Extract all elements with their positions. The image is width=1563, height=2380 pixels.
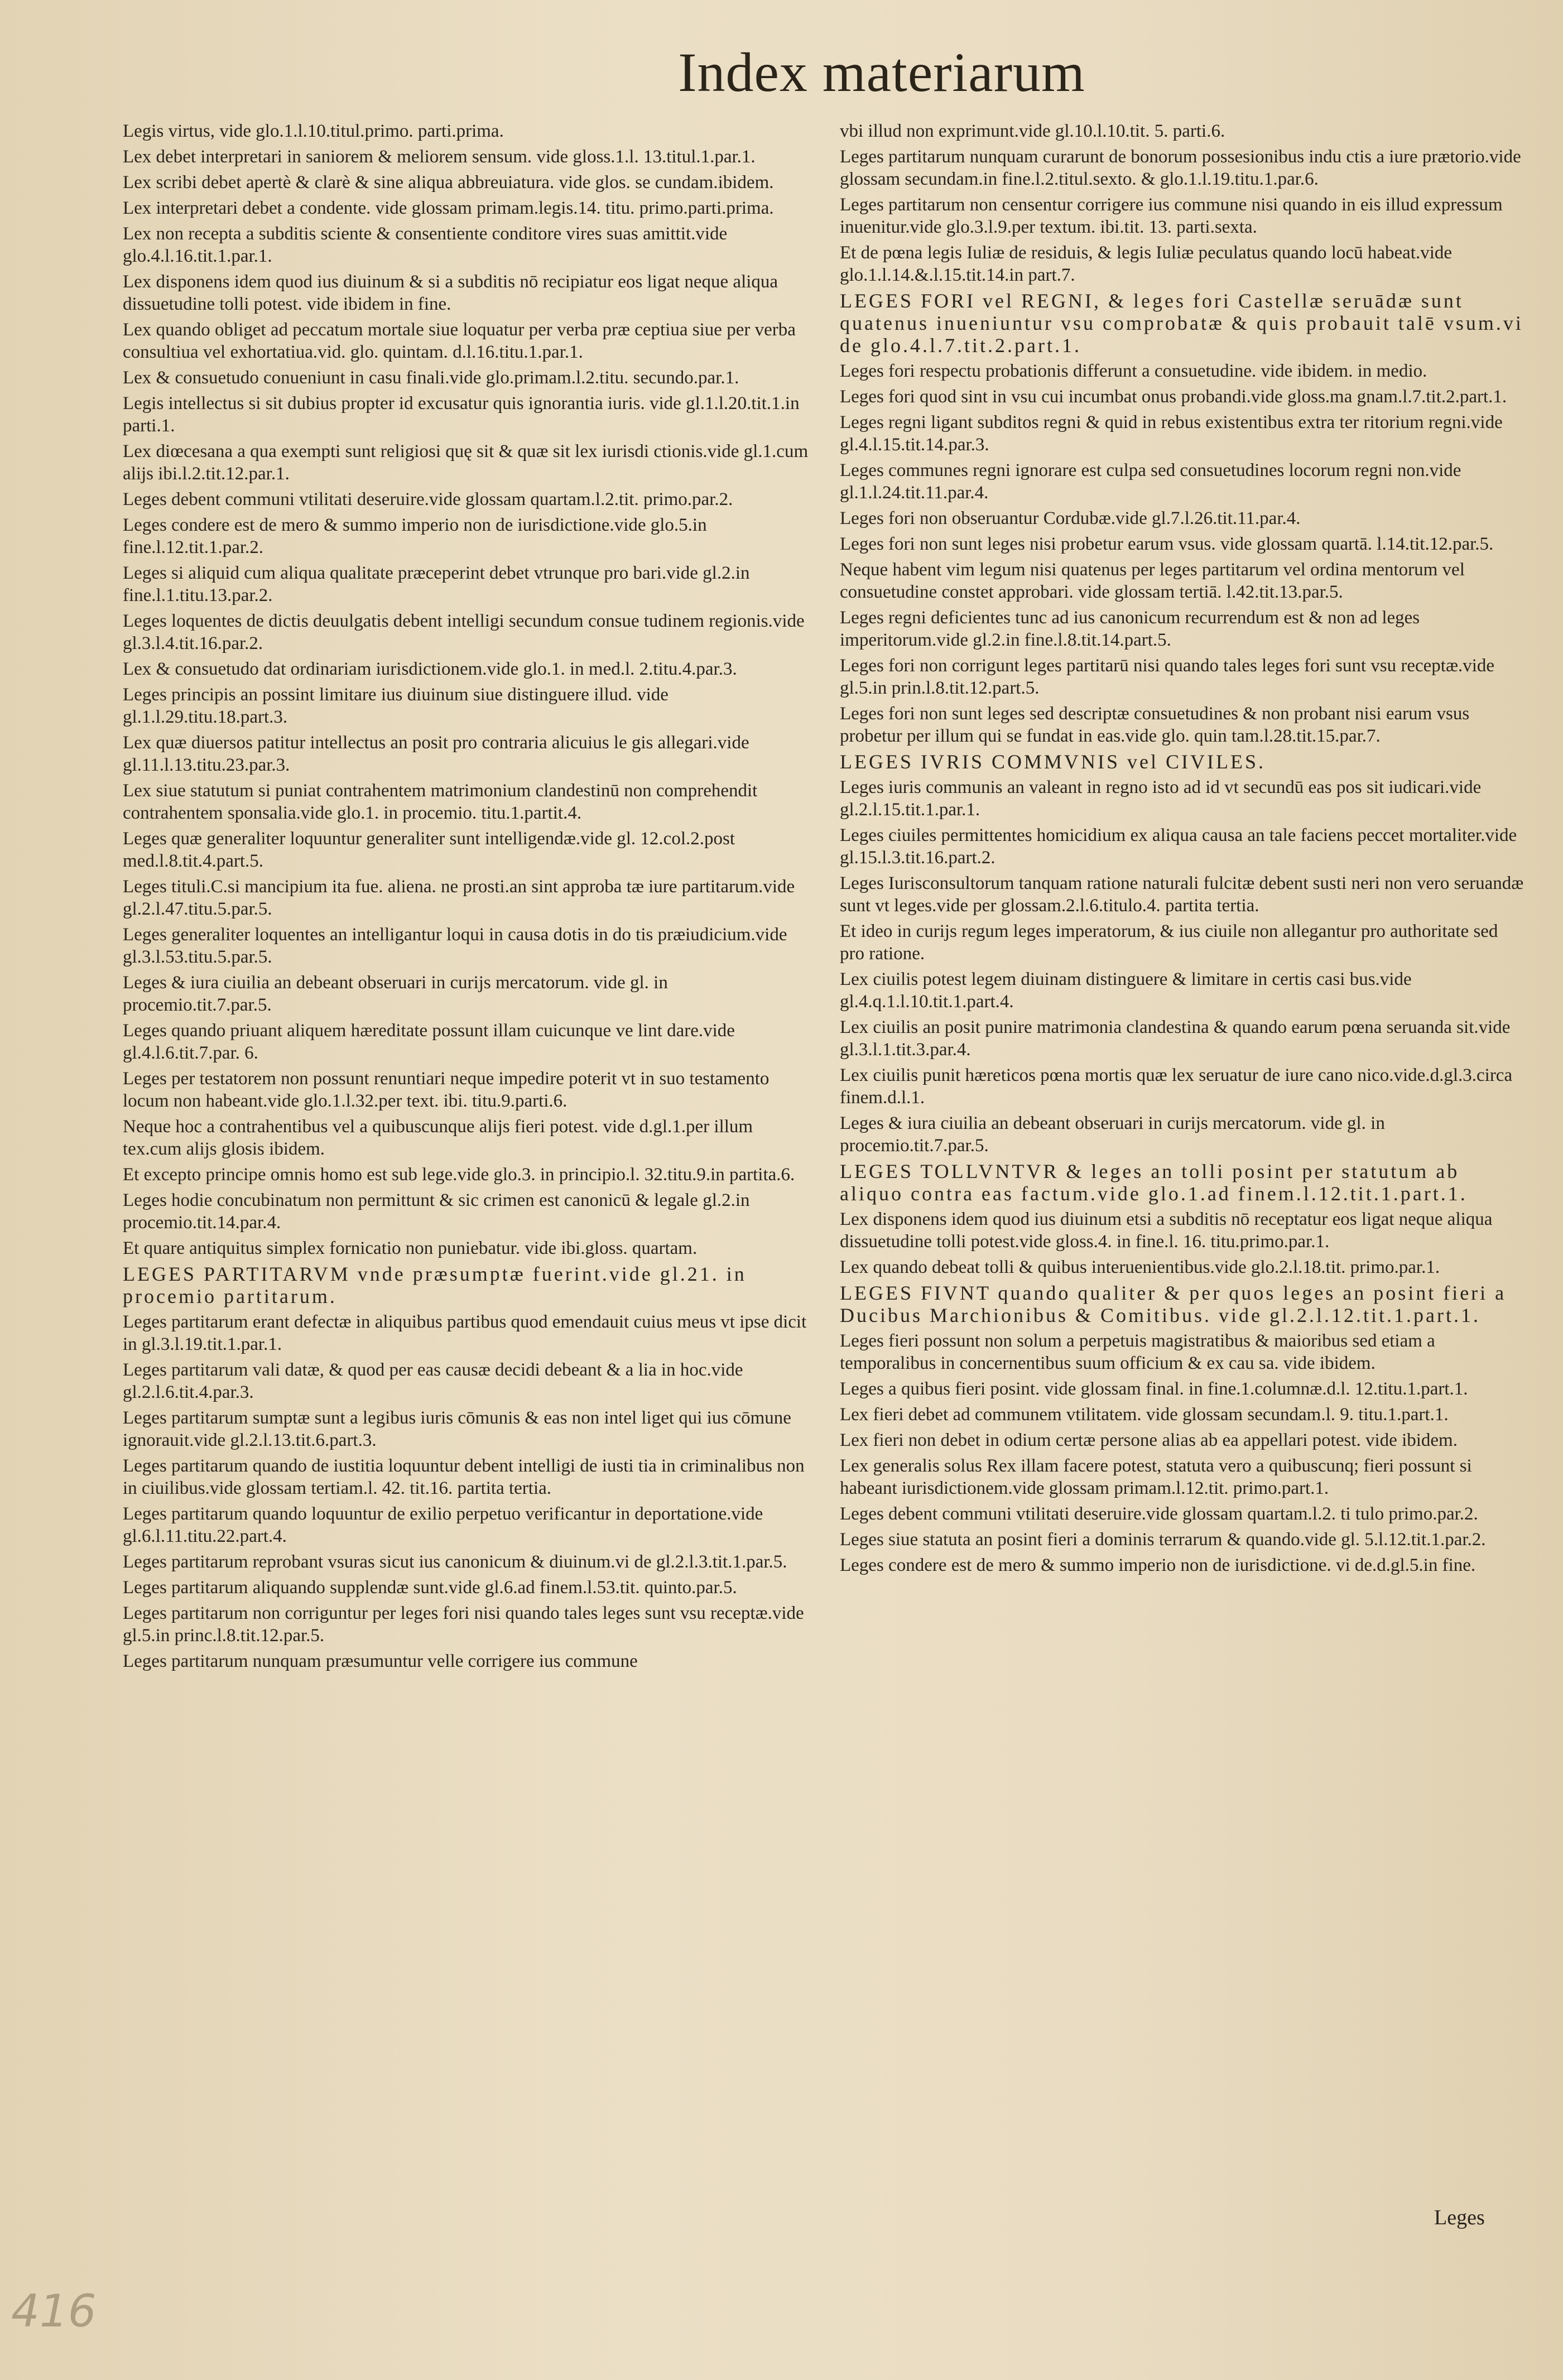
index-entry: Legis intellectus si sit dubius propter id excusatur quis ignorantia iuris. vide gl.1.l.20.tit.1.in parti.1. [123,393,800,436]
index-entry: vbi illud non exprimunt.vide gl.10.l.10.tit. 5. parti.6. [840,121,1225,141]
index-entry: Legis virtus, vide glo.1.l.10.titul.primo. parti.prima. [123,121,504,141]
index-entry: Leges partitarum reprobant vsuras sicut ius canonicum & diuinum.vi de gl.2.l.3.tit.1.par.5. [123,1552,787,1572]
index-entry: Leges communes regni ignorare est culpa sed consuetudines locorum regni non.vide gl.1.l.24.tit.11.par.4. [840,460,1461,503]
index-entry: Leges partitarum quando de iustitia loquuntur debent intelligi de iusti tia in criminalibus non in ciuilibus.vide glossam tertiam.l. 42. tit.16. partita tertia. [123,1456,805,1498]
index-entry: Lex fieri non debet in odium certæ persone alias ab ea appellari potest. vide ibidem. [840,1430,1458,1450]
right-column [817,120,1526,1580]
index-entry: Leges per testatorem non possunt renuntiari neque impedire poterit vt in suo testamento locum non habeant.vide glo.1.l.32.per text. ibi. titu.9.parti.6. [123,1069,770,1111]
index-entry: Leges fori non obseruantur Cordubæ.vide gl.7.l.26.tit.11.par.4. [840,508,1301,528]
index-entry: Leges fieri possunt non solum a perpetuis magistratibus & maioribus sed etiam a temporalibus in concernentibus suum officium & ex cau sa. vide ibidem. [840,1331,1435,1373]
index-entry: LEGES PARTITARVM vnde præsumptæ fuerint.vide gl.21. in procemio partitarum. [123,1263,747,1307]
index-entry: Leges partitarum erant defectæ in aliquibus partibus quod emendauit cuius meus vt ipse dicit in gl.3.l.19.tit.1.par.1. [123,1312,807,1354]
index-entry: Leges debent communi vtilitati deseruire.vide glossam quartam.l.2. ti tulo primo.par.2. [840,1504,1478,1524]
index-entry: Leges Iurisconsultorum tanquam ratione naturali fulcitæ debent susti neri non vero seruandæ sunt vt leges.vide per glossam.2.l.6.titulo.4. partita tertia. [840,873,1524,916]
index-entry: Leges si aliquid cum aliqua qualitate præceperint debet vtrunque pro bari.vide gl.2.in fine.l.1.titu.13.par.2. [123,563,750,605]
index-entry: Leges tituli.C.si mancipium ita fue. aliena. ne prosti.an sint approba tæ iure partitarum.vide gl.2.l.47.titu.5.par.5. [123,877,795,919]
index-entry: Leges partitarum non corriguntur per leges fori nisi quando tales leges sunt vsu receptæ.vide gl.5.in princ.l.8.tit.12.par.5. [123,1603,804,1646]
index-entry: Lex ciuilis punit hæreticos pœna mortis quæ lex seruatur de iure cano nico.vide.d.gl.3.circa finem.d.l.1. [840,1065,1513,1108]
index-entry: LEGES TOLLVNTVR & leges an tolli posint per statutum ab aliquo contra eas factum.vide glo.1.ad finem.l.12.tit.1.part.1. [840,1160,1468,1205]
index-entry: Leges partitarum quando loquuntur de exilio perpetuo verificantur in deportatione.vide gl.6.l.11.titu.22.part.4. [123,1504,763,1546]
index-entry: Leges fori respectu probationis differunt a consuetudine. vide ibidem. in medio. [840,361,1427,381]
index-entry: Lex quando obliget ad peccatum mortale siue loquatur per verba præ ceptiua siue per verba consultiua vel exhortatiua.vid. glo. quintam. d.l.16.titu.1.par.1. [123,320,796,362]
index-entry: LEGES FIVNT quando qualiter & per quos leges an posint fieri a Ducibus Marchionibus & Comitibus. vide gl.2.l.12.tit.1.part.1. [840,1282,1507,1326]
handwritten-folio-number: 416 [11,2285,97,2337]
index-entry: Lex debet interpretari in saniorem & meliorem sensum. vide gloss.1.l. 13.titul.1.par.1. [123,147,756,167]
index-entry: Lex quando debeat tolli & quibus interuenientibus.vide glo.2.l.18.tit. primo.par.1. [840,1257,1440,1277]
index-entry: Leges quæ generaliter loquuntur generaliter sunt intelligendæ.vide gl. 12.col.2.post med.l.8.tit.4.part.5. [123,829,735,871]
index-entry: Leges loquentes de dictis deuulgatis debent intelligi secundum consue tudinem regionis.vide gl.3.l.4.tit.16.par.2. [123,611,805,653]
index-entry: Lex generalis solus Rex illam facere potest, statuta vero a quibuscunq; fieri possunt si habeant iurisdictionem.vide glossam primam.l.12.tit. primo.part.1. [840,1456,1472,1498]
index-entry: Et de pœna legis Iuliæ de residuis, & legis Iuliæ peculatus quando locū habeat.vide glo.1.l.14.&.l.15.tit.14.in part.7. [840,243,1453,285]
index-entry: Leges partitarum nunquam præsumuntur velle corrigere ius commune [123,1651,638,1671]
index-entry: Neque hoc a contrahentibus vel a quibuscunque alijs fieri potest. vide d.gl.1.per illum tex.cum alijs glosis ibidem. [123,1117,753,1159]
index-entry: Leges partitarum vali datæ, & quod per eas causæ decidi debeant & a lia in hoc.vide gl.2.l.6.tit.4.par.3. [123,1360,743,1402]
index-entry: Leges debent communi vtilitati deseruire.vide glossam quartam.l.2.tit. primo.par.2. [123,489,733,509]
index-entry: Lex diœcesana a qua exempti sunt religiosi quę sit & quæ sit lex iurisdi ctionis.vide gl.1.cum alijs ibi.l.2.tit.12.par.1. [123,441,809,484]
index-entry: Lex disponens idem quod ius diuinum & si a subditis nō recipiatur eos ligat neque aliqua dissuetudine tolli potest. vide ibidem in fine. [123,272,778,314]
index-entry: Leges & iura ciuilia an debeant obseruari in curijs mercatorum. vide gl. in procemio.tit.7.par.5. [123,973,668,1015]
index-entry: Et quare antiquitus simplex fornicatio non puniebatur. vide ibi.gloss. quartam. [123,1238,698,1258]
index-entry: Lex ciuilis an posit punire matrimonia clandestina & quando earum pœna seruanda sit.vide gl.3.l.1.tit.3.par.4. [840,1017,1511,1060]
index-entry: Lex ciuilis potest legem diuinam distinguere & limitare in certis casi bus.vide gl.4.q.1.l.10.tit.1.part.4. [840,969,1412,1012]
index-entry: Leges partitarum non censentur corrigere ius commune nisi quando in eis illud expressum inuenitur.vide glo.3.l.9.per textum. ibi.tit. 13. parti.sexta. [840,195,1503,237]
index-entry: Leges condere est de mero & summo imperio non de iurisdictione. vi de.d.gl.5.in fine. [840,1555,1476,1575]
page-title: Index materiarum [678,41,1085,103]
index-entry: Leges condere est de mero & summo imperio non de iurisdictione.vide glo.5.in fine.l.12.tit.1.par.2. [123,515,707,557]
index-entry: Leges generaliter loquentes an intelligantur loqui in causa dotis in do tis præiudicium.vide gl.3.l.53.titu.5.par.5. [123,925,787,967]
index-entry: LEGES IVRIS COMMVNIS vel CIVILES. [840,751,1266,773]
index-entry: Leges ciuiles permittentes homicidium ex aliqua causa an tale faciens peccet mortaliter.vide gl.15.l.3.tit.16.part.2. [840,825,1517,868]
index-entry: Lex quæ diuersos patitur intellectus an posit pro contraria alicuius le gis allegari.vide gl.11.l.13.titu.23.par.3. [123,733,749,775]
index-entry: Lex siue statutum si puniat contrahentem matrimonium clandestinū non comprehendit contrahentem sponsalia.vide glo.1. in procemio. titu.1.partit.4. [123,781,758,823]
index-entry: Lex scribi debet apertè & clarè & sine aliqua abbreuiatura. vide glos. se cundam.ibidem. [123,172,774,193]
index-entry: Leges fori non sunt leges sed descriptæ consuetudines & non probant nisi earum vsus probetur per illum qui se fundat in eas.vide glo. quin tam.l.28.tit.15.par.7. [840,704,1470,746]
index-entry: Leges partitarum aliquando supplendæ sunt.vide gl.6.ad finem.l.53.tit. quinto.par.5. [123,1578,737,1598]
index-entry: Leges regni ligant subditos regni & quid in rebus existentibus extra ter ritorium regni.vide gl.4.l.15.tit.14.par.3. [840,412,1503,455]
index-entry: Leges fori non sunt leges nisi probetur earum vsus. vide glossam quartā. l.14.tit.12.par.5. [840,534,1494,554]
index-entry: Leges siue statuta an posint fieri a dominis terrarum & quando.vide gl. 5.l.12.tit.1.par.2. [840,1530,1486,1550]
index-entry: Lex disponens idem quod ius diuinum etsi a subditis nō receptatur eos ligat neque aliqua dissuetudine tolli potest.vide gloss.4. in fine.l. 16. titu.primo.par.1. [840,1209,1493,1252]
index-entry: Leges hodie concubinatum non permittunt & sic crimen est canonicū & legale gl.2.in procemio.tit.14.par.4. [123,1190,750,1233]
index-entry: Leges principis an possint limitare ius diuinum siue distinguere illud. vide gl.1.l.29.titu.18.part.3. [123,685,669,727]
index-entry: Leges regni deficientes tunc ad ius canonicum recurrendum est & non ad leges imperitorum.vide gl.2.in fine.l.8.tit.14.part.5. [840,608,1420,650]
index-entry: Lex fieri debet ad communem vtilitatem. vide glossam secundam.l. 9. titu.1.part.1. [840,1405,1449,1425]
index-entry: Leges a quibus fieri posint. vide glossam final. in fine.1.columnæ.d.l. 12.titu.1.part.1. [840,1379,1468,1399]
index-entry: LEGES FORI vel REGNI, & leges fori Castellæ seruādæ sunt quatenus inueniuntur vsu comprobatæ & quis probauit talē vsum.vi de glo.4.l.7.tit.2.part.1. [840,290,1523,357]
index-entry: Neque habent vim legum nisi quatenus per leges partitarum vel ordina mentorum vel consuetudine constet approbari. vide glossam tertiā. l.42.tit.13.par.5. [840,560,1465,602]
index-entry: Leges fori non corrigunt leges partitarū nisi quando tales leges fori sunt vsu receptæ.vide gl.5.in prin.l.8.tit.12.part.5. [840,656,1495,698]
index-entry: Leges iuris communis an valeant in regno isto ad id vt secundū eas pos sit iudicari.vide gl.2.l.15.tit.1.par.1. [840,777,1482,820]
index-entry: Et ideo in curijs regum leges imperatorum, & ius ciuile non allegantur pro authoritate sed pro ratione. [840,921,1498,964]
index-entry: Leges partitarum sumptæ sunt a legibus iuris cōmunis & eas non intel liget qui ius cōmune ignorauit.vide gl.2.l.13.tit.6.part.3. [123,1408,791,1450]
left-column [100,120,809,1676]
index-entry: Lex non recepta a subditis sciente & consentiente conditore vires suas amittit.vide glo.4.l.16.tit.1.par.1. [123,224,728,266]
index-entry: Lex & consuetudo conueniunt in casu finali.vide glo.primam.l.2.titu. secundo.par.1. [123,368,739,388]
index-entry: Lex interpretari debet a condente. vide glossam primam.legis.14. titu. primo.parti.prima. [123,198,774,218]
index-entry: Et excepto principe omnis homo est sub lege.vide glo.3. in principio.l. 32.titu.9.in partita.6. [123,1165,795,1185]
index-entry: Lex & consuetudo dat ordinariam iurisdictionem.vide glo.1. in med.l. 2.titu.4.par.3. [123,659,737,679]
index-entry: Leges & iura ciuilia an debeant obseruari in curijs mercatorum. vide gl. in procemio.tit.7.par.5. [840,1113,1385,1156]
index-entry: Leges partitarum nunquam curarunt de bonorum possesionibus indu ctis a iure prætorio.vide glossam secundam.in fine.l.2.titul.sexto. & glo.1.l.19.titu.1.par.6. [840,147,1521,189]
index-entry: Leges fori quod sint in vsu cui incumbat onus probandi.vide gloss.ma gnam.l.7.tit.2.part.1. [840,387,1507,407]
catchword: Leges [1434,2206,1485,2229]
index-entry: Leges quando priuant aliquem hæreditate possunt illam cuicunque ve lint dare.vide gl.4.l.6.tit.7.par. 6. [123,1021,735,1063]
